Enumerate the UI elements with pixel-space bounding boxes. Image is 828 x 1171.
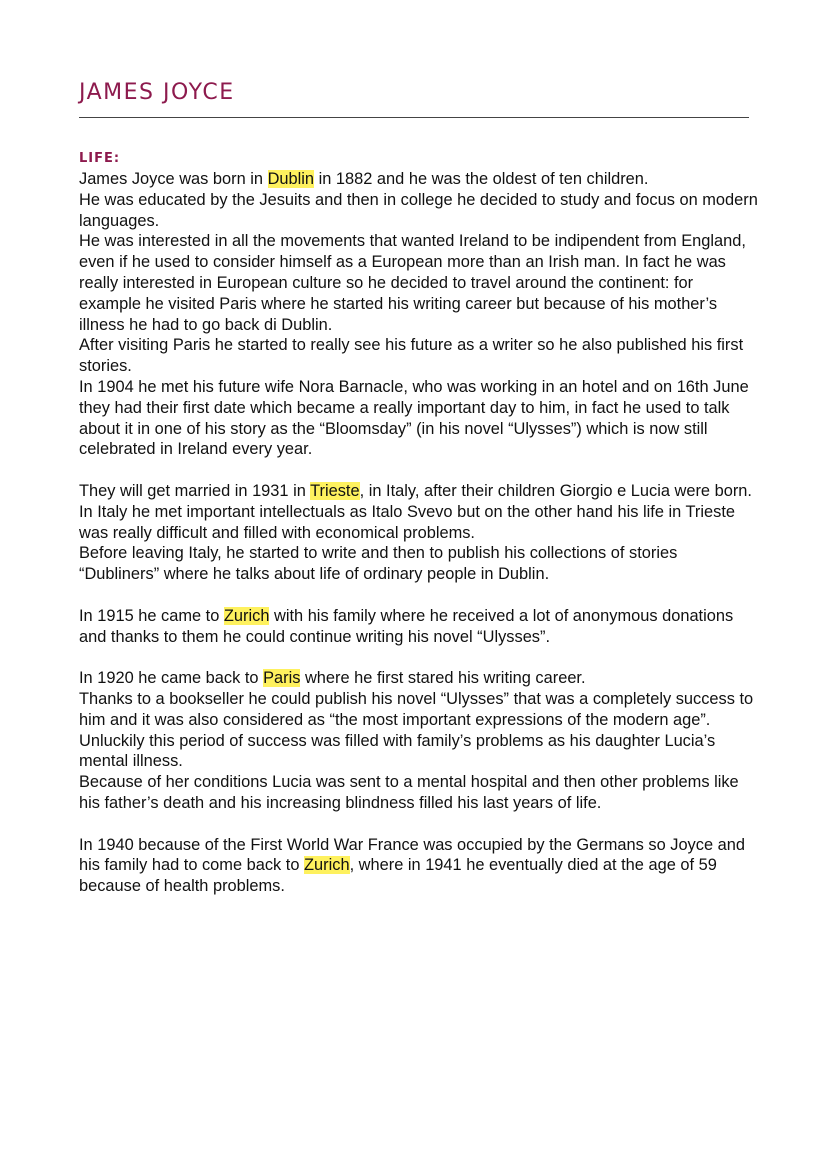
paragraph-ireland: He was interested in all the movements that wanted Ireland to be indipendent from England, even if he used to consider himself as a European more than an Irish man. In fact he was really interested in European culture so he decided to travel around the continent: for example he visited Paris where he started his writing career but because of his mother’s illness he had to go back di Dublin.	[79, 232, 746, 334]
paragraph-gap	[79, 814, 759, 835]
paragraph-family-problems: Unluckily this period of success was filled with family’s problems as his daughter Lucia’s mental illness.	[79, 731, 716, 771]
highlight-zurich: Zurich	[223, 606, 270, 625]
paragraph-trieste: They will get married in 1931 in Trieste, in Italy, after their children Giorgio e Lucia were born.	[79, 481, 752, 500]
paragraph-gap	[79, 585, 759, 606]
paragraph-death: In 1940 because of the First World War France was occupied by the Germans so Joyce and his family had to come back to Zurich, where in 1941 he eventually died at the age of 59 because of health problems.	[79, 835, 745, 896]
highlight-paris: Paris	[263, 669, 301, 688]
paragraph-first-stories: After visiting Paris he started to really see his future as a writer so he also published his first stories.	[79, 336, 744, 376]
paragraph-gap	[79, 647, 759, 668]
paragraph-dubliners: Before leaving Italy, he started to write and then to publish his collections of stories “Dubliners” where he talks about life of ordinary people in Dublin.	[79, 544, 678, 584]
paragraph-birth: James Joyce was born in Dublin in 1882 and he was the oldest of ten children.	[79, 170, 649, 188]
paragraph-last-years: Because of her conditions Lucia was sent to a mental hospital and then other problems like his father’s death and his increasing blindness filled his last years of life.	[79, 773, 739, 812]
highlight-dublin: Dublin	[267, 170, 315, 188]
highlight-trieste: Trieste	[310, 481, 360, 500]
paragraph-ulysses: Thanks to a bookseller he could publish his novel “Ulysses” that was a completely success to him and it was also considered as “the most important expressions of the modern age”.	[79, 689, 754, 729]
paragraph-italo-svevo: In Italy he met important intellectuals as Italo Svevo but on the other hand his life in Trieste was really difficult and filled with economical problems.	[79, 502, 735, 542]
paragraph-gap	[79, 460, 759, 481]
section-label-life: LIFE:	[79, 151, 121, 166]
page-title: JAMES JOYCE	[79, 80, 235, 105]
highlight-zurich-death: Zurich	[304, 856, 350, 875]
paragraph-nora-barnacle: In 1904 he met his future wife Nora Barnacle, who was working in an hotel and on 16th June they had their first date which became a really important day to him, in fact he used to talk about it in one of his story as the “Bloomsday” (in his novel “Ulysses”) which is now still celebrated in Ireland every year.	[79, 377, 749, 459]
body-text	[79, 169, 759, 897]
paragraph-paris-1920: In 1920 he came back to Paris where he first stared his writing career.	[79, 669, 586, 688]
paragraph-education: He was educated by the Jesuits and then in college he decided to study and focus on modern languages.	[79, 190, 758, 230]
paragraph-zurich-1915: In 1915 he came to Zurich with his family where he received a lot of anonymous donations and thanks to them he could continue writing his novel “Ulysses”.	[79, 606, 734, 646]
title-divider	[79, 117, 749, 118]
